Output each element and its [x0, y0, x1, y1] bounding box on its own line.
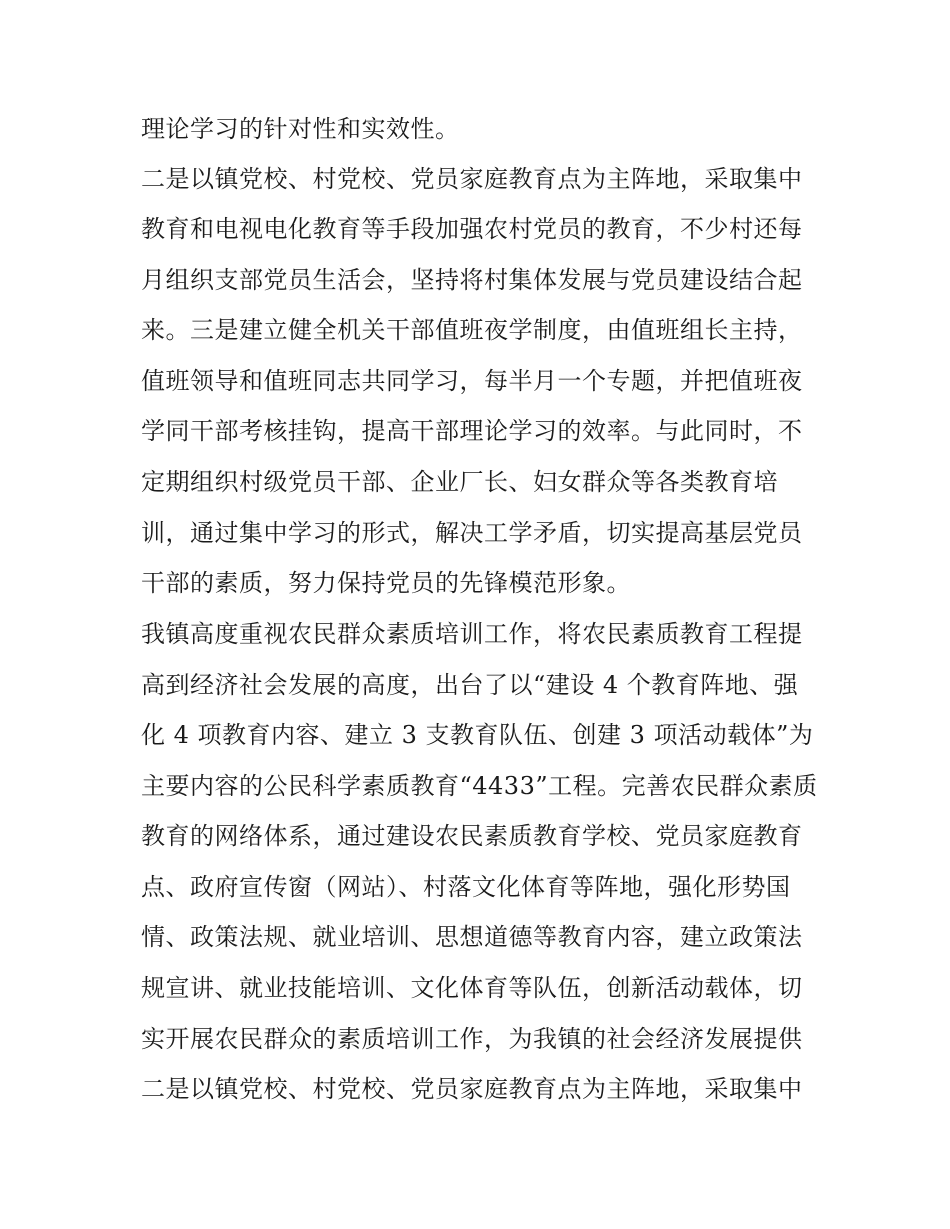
text-line: 来。三是建立健全机关干部值班夜学制度，由值班组长主持， [141, 316, 803, 344]
text-line: 规宣讲、就业技能培训、文化体育等队伍，创新活动载体，切 [141, 974, 803, 1002]
text-line: 干部的素质，努力保持党员的先锋模范形象。 [141, 569, 631, 597]
text-line: 值班领导和值班同志共同学习，每半月一个专题，并把值班夜 [141, 367, 803, 395]
text-line: 情、政策法规、就业培训、思想道德等教育内容，建立政策法 [141, 923, 803, 951]
text-line: 教育和电视电化教育等手段加强农村党员的教育，不少村还每 [141, 215, 803, 243]
text-line: 二是以镇党校、村党校、党员家庭教育点为主阵地，采取集中 [141, 1075, 803, 1103]
text-line: 我镇高度重视农民群众素质培训工作，将农民素质教育工程提 [141, 620, 803, 648]
text-line: 点、政府宣传窗（网站）、村落文化体育等阵地，强化形势国 [141, 873, 791, 901]
text-line: 理论学习的针对性和实效性。 [141, 115, 460, 143]
text-line: 学同干部考核挂钩，提高干部理论学习的效率。与此同时，不 [141, 417, 803, 445]
text-line: 训，通过集中学习的形式，解决工学矛盾，切实提高基层党员 [141, 519, 803, 547]
text-line: 月组织支部党员生活会，坚持将村集体发展与党员建设结合起 [141, 266, 803, 294]
text-line: 高到经济社会发展的高度，出台了以“建设 4 个教育阵地、强 [141, 671, 799, 699]
text-line: 实开展农民群众的素质培训工作，为我镇的社会经济发展提供 [141, 1025, 803, 1053]
text-line: 二是以镇党校、村党校、党员家庭教育点为主阵地，采取集中 [141, 165, 803, 193]
text-line: 主要内容的公民科学素质教育“4433”工程。完善农民群众素质 [141, 772, 818, 800]
text-line: 教育的网络体系，通过建设农民素质教育学校、党员家庭教育 [141, 822, 803, 850]
text-line: 化 4 项教育内容、建立 3 支教育队伍、创建 3 项活动载体”为 [141, 721, 814, 749]
text-line: 定期组织村级党员干部、企业厂长、妇女群众等各类教育培 [141, 468, 778, 496]
